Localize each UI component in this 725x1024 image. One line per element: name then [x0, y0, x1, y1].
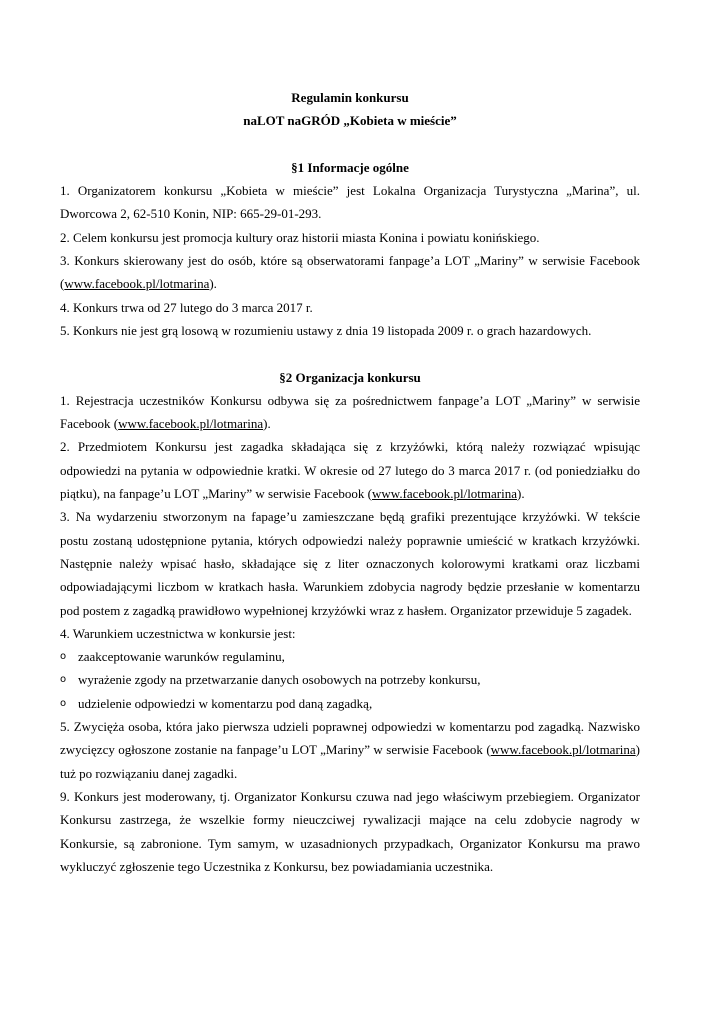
- list-item-text: wyrażenie zgody na przetwarzanie danych osobowych na potrzeby konkursu,: [78, 672, 481, 688]
- facebook-link[interactable]: www.facebook.pl/lotmarina: [490, 742, 636, 758]
- spacer: [60, 342, 640, 365]
- document-page: [60, 86, 640, 878]
- bullet-icon: o: [60, 674, 67, 686]
- section-1-paragraph-5: 5. Konkurs nie jest grą losową w rozumieniu ustawy z dnia 19 listopada 2009 r. o grach hazardowych.: [60, 322, 592, 338]
- list-item: [60, 645, 640, 668]
- list-item: [60, 692, 640, 715]
- bullet-icon: o: [60, 697, 67, 709]
- section-2-paragraph-2: [60, 435, 640, 505]
- section-1-paragraph-3: [60, 249, 640, 296]
- facebook-link[interactable]: www.facebook.pl/lotmarina: [64, 276, 210, 292]
- paragraph-text-end: ).: [517, 486, 525, 502]
- section-2-heading: §2 Organizacja konkursu: [279, 369, 421, 385]
- paragraph-text-end: ).: [263, 416, 271, 432]
- paragraph-text-end: ).: [209, 276, 217, 292]
- spacer: [60, 133, 640, 156]
- section-2-paragraph-4: 4. Warunkiem uczestnictwa w konkursie jest:: [60, 625, 296, 641]
- section-2-paragraph-5: [60, 715, 640, 785]
- paragraph-text: 2. Przedmiotem Konkursu jest zagadka składająca się z krzyżówki, którą należy rozwiązać wpisując odpowiedzi na pytania w odpowiednie kratki. W okresie od 27 lutego do 3 marca 2017 r. (od poniedziałku do piątku), na fanpage’u LOT „Mariny” w serwisie Facebook (: [60, 439, 640, 502]
- document-title-line-1: Regulamin konkursu: [291, 90, 409, 105]
- list-item-text: udzielenie odpowiedzi w komentarzu pod daną zagadką,: [78, 695, 373, 711]
- facebook-link[interactable]: www.facebook.pl/lotmarina: [118, 416, 264, 432]
- paragraph-text: 5. Zwycięża osoba, która jako pierwsza udzieli poprawnej odpowiedzi w komentarzu pod zagadką. Nazwisko zwycięzcy ogłoszone zostanie na fanpage’u LOT „Mariny” w serwisie Facebook (: [60, 719, 640, 758]
- paragraph-text: 1. Rejestracja uczestników Konkursu odbywa się za pośrednictwem fanpage’a LOT „Mariny” w serwisie Facebook (: [60, 392, 640, 432]
- list-item-text: zaakceptowanie warunków regulaminu,: [78, 649, 285, 665]
- list-item: [60, 668, 640, 691]
- paragraph-text-end: ) tuż po rozwiązaniu danej zagadki.: [60, 742, 640, 781]
- document-title-line-2: naLOT naGRÓD „Kobieta w mieście”: [243, 113, 457, 129]
- section-1-paragraph-4: 4. Konkurs trwa od 27 lutego do 3 marca 2017 r.: [60, 299, 313, 315]
- section-2-paragraph-1: [60, 389, 640, 436]
- paragraph-text: 3. Konkurs skierowany jest do osób, które są obserwatorami fanpage’a LOT „Mariny” w serwisie Facebook (: [60, 253, 640, 292]
- section-1-heading: §1 Informacje ogólne: [291, 159, 409, 175]
- section-1-paragraph-2: 2. Celem konkursu jest promocja kultury oraz historii miasta Konina i powiatu konińskiego.: [60, 229, 540, 245]
- section-2-paragraph-9: 9. Konkurs jest moderowany, tj. Organizator Konkursu czuwa nad jego właściwym przebiegiem. Organizator Konkursu zastrzega, że wszelkie formy nieuczciwej rywalizacji mające na celu zdobycie nagrody w Konkursie, są zabronione. Tym samym, w uzasadnionych przypadkach, Organizator Konkursu ma prawo wykluczyć zgłoszenie tego Uczestnika z Konkursu, bez powiadamiania uczestnika.: [60, 788, 640, 874]
- section-1-paragraph-1: 1. Organizatorem konkursu „Kobieta w mieście” jest Lokalna Organizacja Turystyczna „Marina”, ul. Dworcowa 2, 62-510 Konin, NIP: 665-29-01-293.: [60, 183, 640, 222]
- facebook-link[interactable]: www.facebook.pl/lotmarina: [372, 486, 518, 502]
- bullet-icon: o: [60, 651, 67, 663]
- section-2-paragraph-3: 3. Na wydarzeniu stworzonym na fapage’u zamieszczane będą grafiki prezentujące krzyżówki. W tekście postu zostaną udostępnione pytania, których odpowiedzi należy poprawnie umieścić w kratkach krzyżówki. Następnie należy wpisać hasło, składające się z liter oznaczonych kolorowymi kratkami oraz liczbami odpowiadającymi liczbom w kratkach hasła. Warunkiem zdobycia nagrody będzie przesłanie w komentarzu pod postem z zagadką prawidłowo wypełnionej krzyżówki wraz z hasłem. Organizator przewiduje 5 zagadek.: [60, 509, 640, 618]
